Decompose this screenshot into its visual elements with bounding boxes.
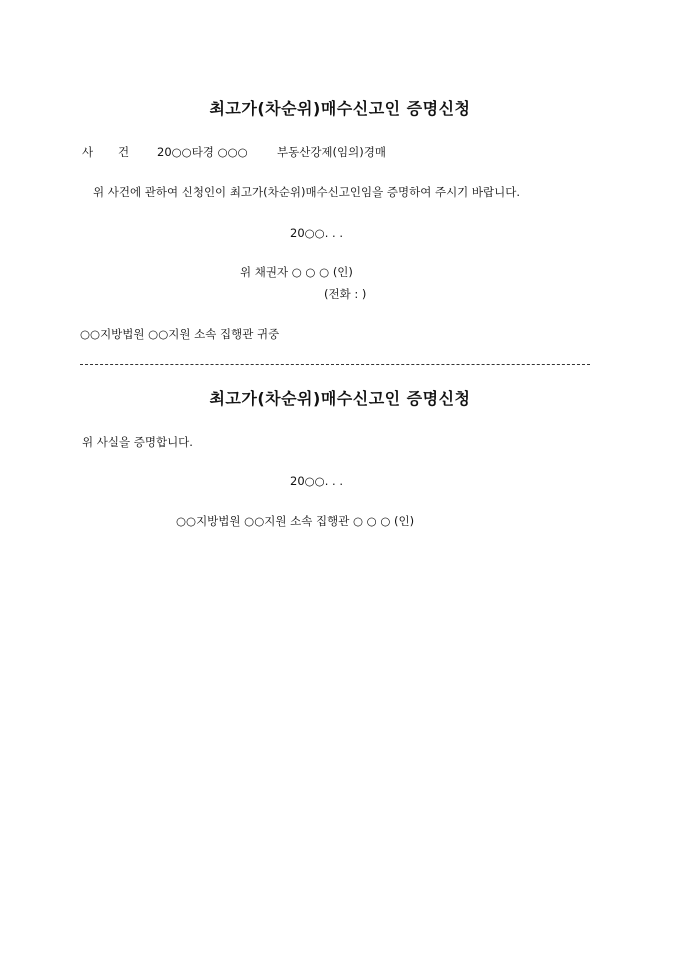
case-number: 20○○타경 ○○○ [157, 145, 248, 159]
certificate-title: 최고가(차순위)매수신고인 증명신청 [209, 389, 471, 408]
addressee-line: ○○지방법원 ○○지원 소속 집행관 귀중 [80, 327, 280, 341]
phone-line: (전화 : ) [324, 287, 367, 301]
case-label-2: 건 [118, 145, 130, 159]
certificate-date: 20○○. . . [290, 474, 343, 488]
application-body: 위 사건에 관하여 신청인이 최고가(차순위)매수신고인임을 증명하여 주시기 바랍니다. [93, 185, 521, 199]
certificate-body: 위 사실을 증명합니다. [82, 435, 193, 449]
application-title: 최고가(차순위)매수신고인 증명신청 [209, 99, 471, 118]
application-date: 20○○. . . [290, 226, 343, 240]
case-type: 부동산강제(임의)경매 [277, 145, 386, 159]
case-label-1: 사 [82, 145, 94, 159]
issuer-line: ○○지방법원 ○○지원 소속 집행관 ○ ○ ○ (인) [176, 514, 415, 528]
cut-line-divider [80, 364, 590, 365]
applicant-line: 위 채권자 ○ ○ ○ (인) [240, 265, 353, 279]
